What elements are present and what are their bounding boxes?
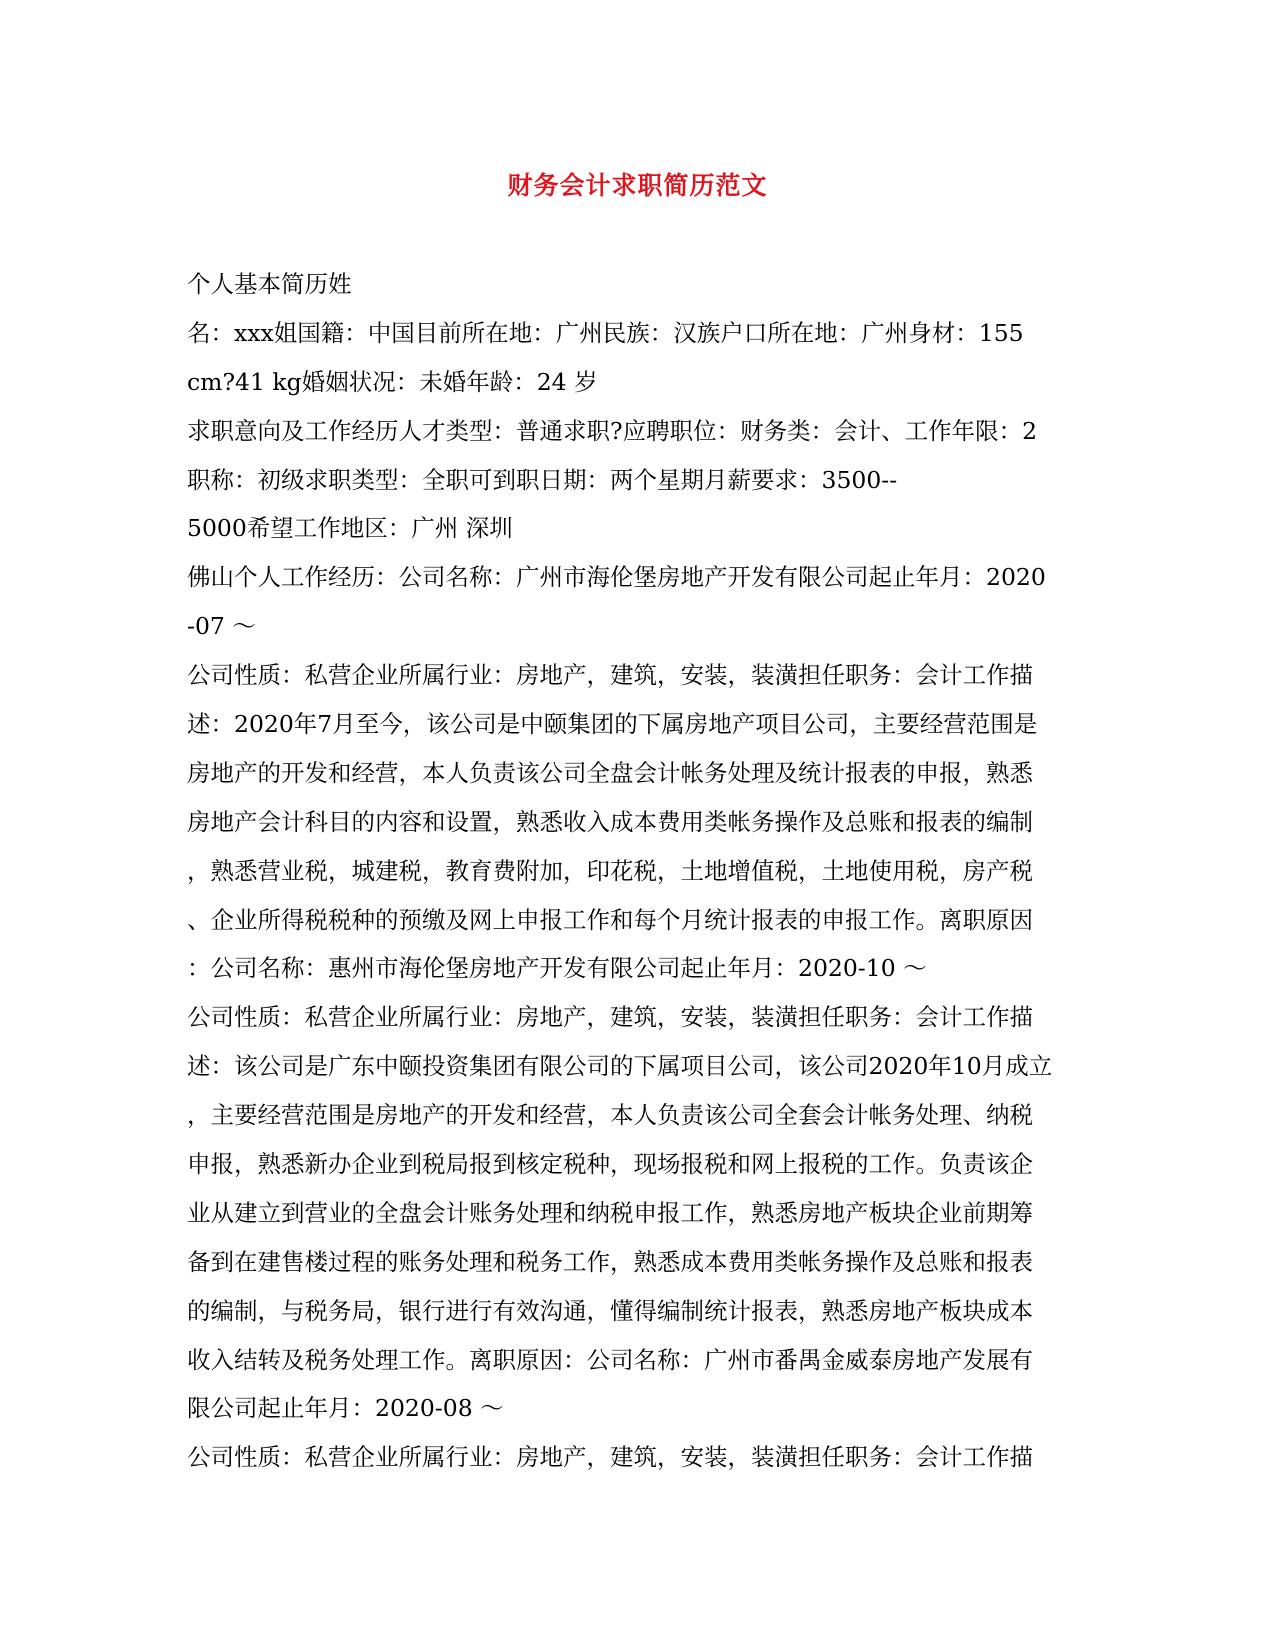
- document-title: 财务会计求职简历范文: [507, 171, 768, 200]
- text-line: 申报，熟悉新办企业到税局报到核定税种，现场报税和网上报税的工作。负责该企: [187, 1150, 1033, 1179]
- text-line: 述：该公司是广东中颐投资集团有限公司的下属项目公司，该公司2020年10月成立: [187, 1052, 1053, 1081]
- text-line: 备到在建售楼过程的账务处理和税务工作，熟悉成本费用类帐务操作及总账和报表: [187, 1247, 1033, 1276]
- text-line: 业从建立到营业的全盘会计账务处理和纳税申报工作，熟悉房地产板块企业前期筹: [187, 1198, 1033, 1227]
- text-line: 房地产的开发和经营，本人负责该公司全盘会计帐务处理及统计报表的申报，熟悉: [187, 758, 1033, 787]
- text-line: -07 ～: [187, 612, 256, 641]
- text-line: 、企业所得税税种的预缴及网上申报工作和每个月统计报表的申报工作。离职原因: [187, 905, 1033, 934]
- text-line: 求职意向及工作经历人才类型：普通求职?应聘职位：财务类：会计、工作年限：2: [187, 416, 1038, 445]
- text-line: 名：xxx姐国籍：中国目前所在地：广州民族：汉族户口所在地：广州身材：155: [187, 318, 1024, 347]
- text-line: 个人基本简历姓: [187, 270, 352, 298]
- text-line: 公司性质：私营企业所属行业：房地产，建筑，安装，装潢担任职务：会计工作描: [187, 661, 1033, 690]
- text-line: 房地产会计科目的内容和设置，熟悉收入成本费用类帐务操作及总账和报表的编制: [187, 807, 1033, 836]
- text-line: 述：2020年7月至今，该公司是中颐集团的下属房地产项目公司，主要经营范围是: [187, 710, 1038, 739]
- text-line: 职称：初级求职类型：全职可到职日期：两个星期月薪要求：3500--: [187, 465, 898, 494]
- text-line: ，熟悉营业税，城建税，教育费附加，印花税，土地增值税，土地使用税，房产税: [187, 856, 1033, 885]
- text-line: ，主要经营范围是房地产的开发和经营，本人负责该公司全套会计帐务处理、纳税: [187, 1101, 1033, 1130]
- text-line: 5000希望工作地区：广州 深圳: [187, 514, 513, 543]
- text-line: 限公司起止年月：2020-08 ～: [187, 1394, 504, 1423]
- document-body: [187, 260, 1087, 1482]
- text-line: 公司性质：私营企业所属行业：房地产，建筑，安装，装潢担任职务：会计工作描: [187, 1003, 1033, 1032]
- text-line: ：公司名称：惠州市海伦堡房地产开发有限公司起止年月：2020-10 ～: [187, 954, 927, 983]
- text-line: 佛山个人工作经历：公司名称：广州市海伦堡房地产开发有限公司起止年月：2020: [187, 563, 1046, 592]
- text-line: 收入结转及税务处理工作。离职原因：公司名称：广州市番禺金威泰房地产发展有: [187, 1345, 1033, 1374]
- text-line: 的编制，与税务局，银行进行有效沟通，懂得编制统计报表，熟悉房地产板块成本: [187, 1296, 1033, 1325]
- text-line: 公司性质：私营企业所属行业：房地产，建筑，安装，装潢担任职务：会计工作描: [187, 1443, 1033, 1472]
- text-line: cm?41 kg婚姻状况：未婚年龄：24 岁: [187, 367, 598, 396]
